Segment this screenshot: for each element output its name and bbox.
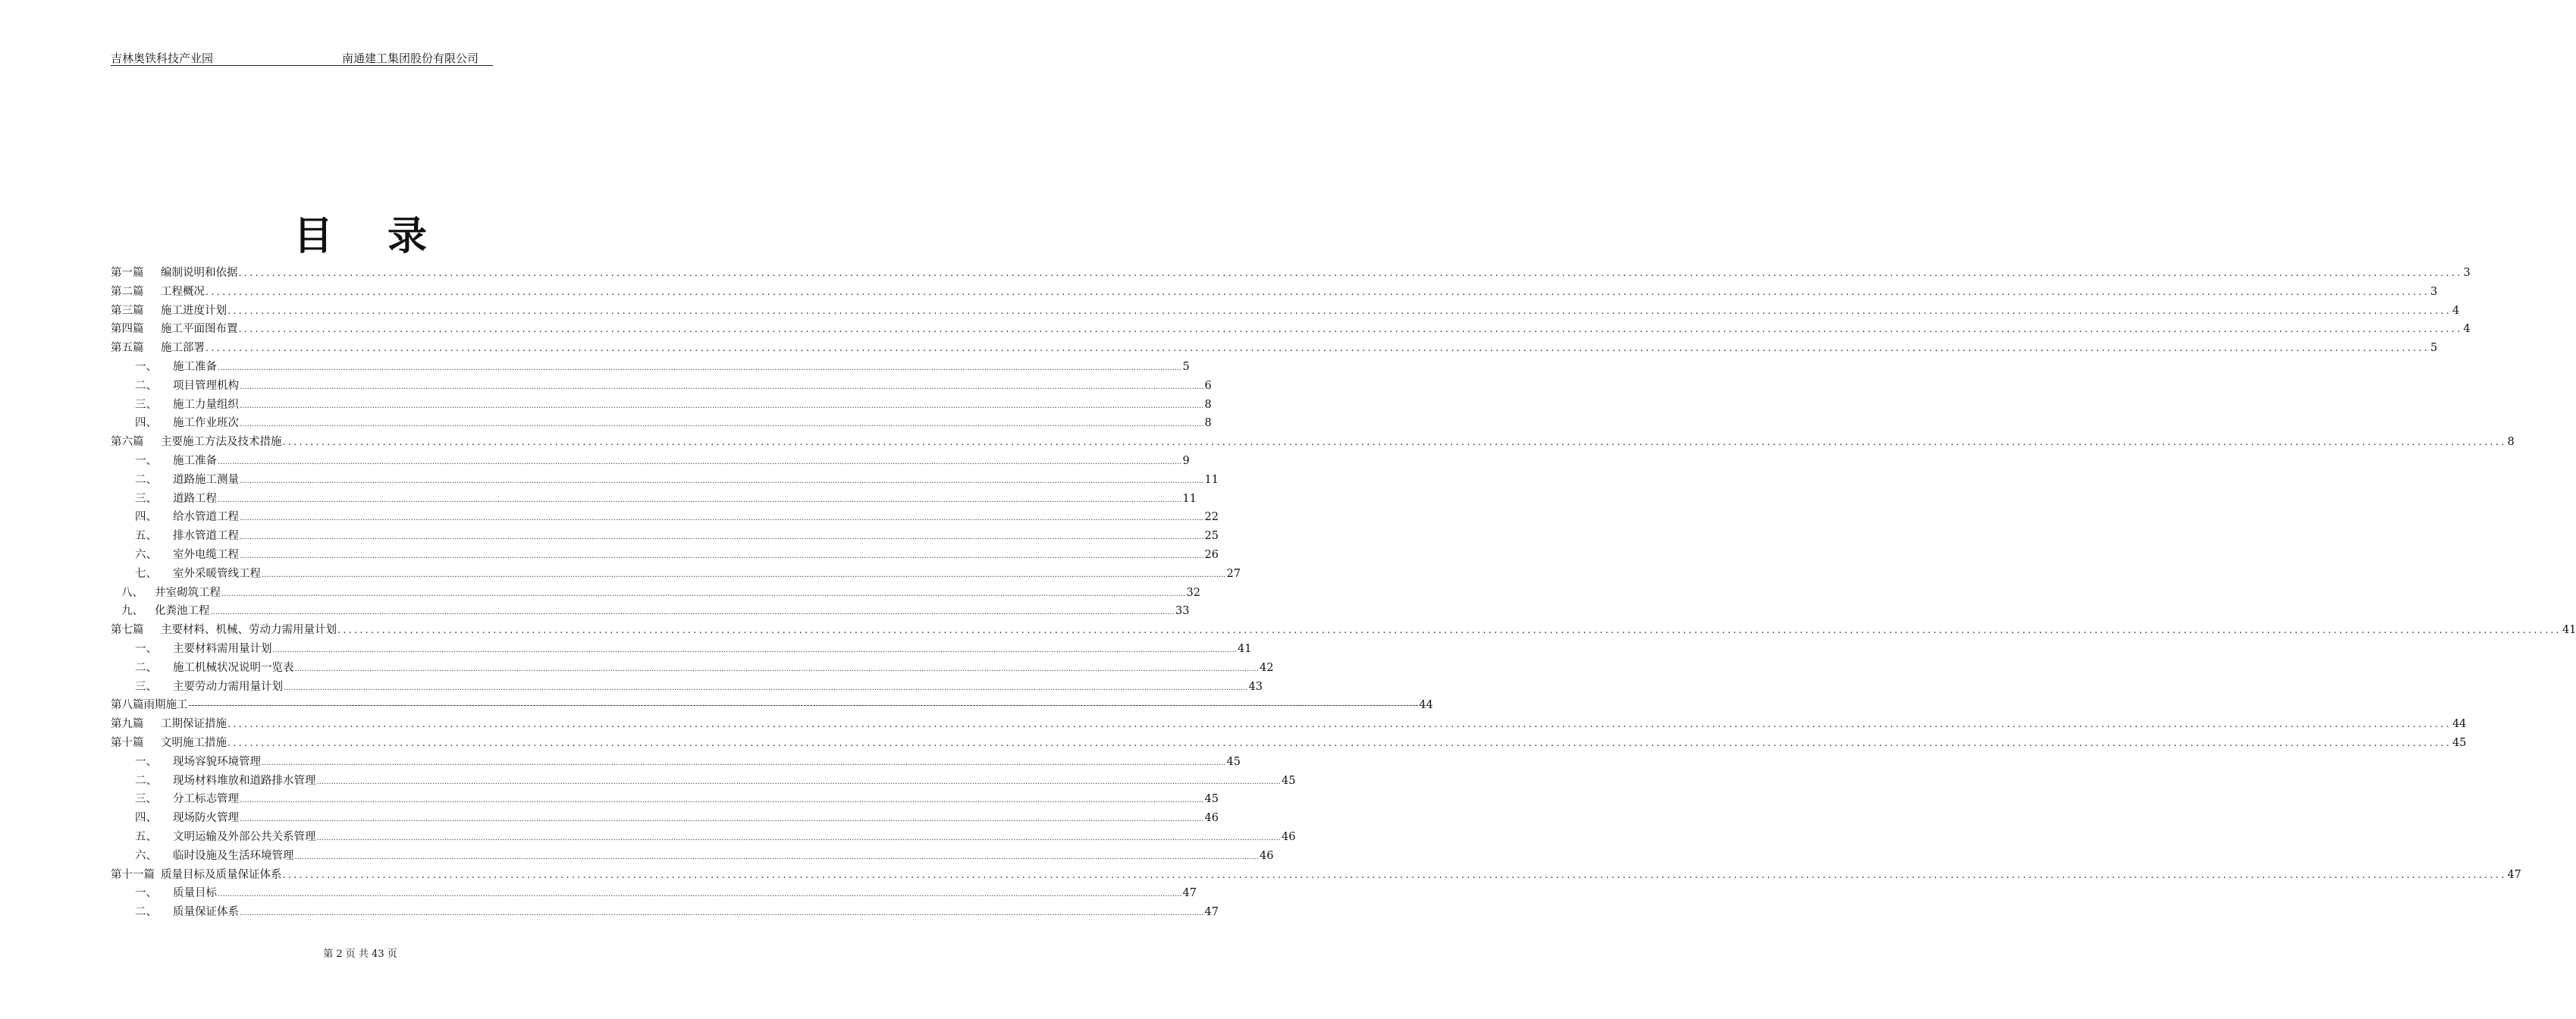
toc-entry-label: 质量保证体系 xyxy=(173,906,239,919)
toc-entry-page: 46 xyxy=(1204,812,1219,825)
toc-entry[interactable] xyxy=(111,809,1219,828)
toc-entry-label: 施工准备 xyxy=(173,454,217,467)
toc-entry-label: 施工力量组织 xyxy=(173,398,239,411)
toc-entry-label: 施工准备 xyxy=(173,360,217,373)
toc-entry-number: 四、 xyxy=(135,511,157,524)
toc-entry-label: 主要材料需用量计划 xyxy=(173,642,272,655)
toc-entry-number: 第九篇 xyxy=(111,718,144,731)
toc-entry-leader: ................................................................................................................................................................................................................................................................................................................................................................................................................ xyxy=(240,514,1204,523)
title-char-1: 目 xyxy=(293,214,333,259)
toc-entry-label: 质量目标 xyxy=(173,887,217,900)
toc-entry[interactable] xyxy=(111,490,1197,509)
toc-entry-leader: ................................................................................................................................................................................................................................................................................................................................................................................................................ xyxy=(240,476,1204,485)
page-footer: 第 2 页 共 43 页 xyxy=(323,948,397,960)
toc-entry[interactable] xyxy=(111,584,1200,603)
toc-entry-leader: ................................................................................................................................................................................................................................................................................................................................................................................................................ xyxy=(227,737,2452,749)
toc-entry[interactable] xyxy=(111,734,2467,753)
toc-entry-number: 二、 xyxy=(135,906,157,919)
toc-entry-page: 47 xyxy=(2507,868,2521,881)
toc-entry-number: 一、 xyxy=(135,887,157,900)
toc-entry-number: 第七篇 xyxy=(111,624,144,637)
toc-entry-leader: ................................................................................................................................................................................................................................................................................................................................................................................................................ xyxy=(284,683,1248,692)
toc-entry[interactable] xyxy=(111,264,2471,283)
toc-entry-label: 现场材料堆放和道路排水管理 xyxy=(173,774,316,787)
toc-entry-leader: ................................................................................................................................................................................................................................................................................................................................................................................................................ xyxy=(206,343,2430,355)
toc-entry-leader: ................................................................................................................................................................................................................................................................................................................................................................................................................ xyxy=(240,420,1204,429)
toc-entry-number: 第五篇 xyxy=(111,342,144,355)
toc-entry[interactable] xyxy=(111,320,2471,339)
toc-entry-leader: ................................................................................................................................................................................................................................................................................................................................................................................................................ xyxy=(210,608,1175,617)
toc-entry[interactable] xyxy=(111,772,1296,791)
toc-entry-page: 46 xyxy=(1281,830,1296,843)
toc-entry-label: 主要施工方法及技术措施 xyxy=(161,436,282,449)
toc-entry-page: 6 xyxy=(1204,379,1212,392)
toc-entry-label: 排水管道工程 xyxy=(173,530,239,543)
toc-entry[interactable] xyxy=(111,696,1433,715)
toc-entry-label: 道路工程 xyxy=(173,492,217,505)
toc-entry[interactable] xyxy=(111,678,1263,697)
toc-entry[interactable] xyxy=(111,847,1274,866)
toc-entry-number: 一、 xyxy=(135,755,157,768)
toc-entry-page: 11 xyxy=(1182,492,1197,505)
toc-entry-page: 9 xyxy=(1182,454,1190,467)
toc-entry[interactable] xyxy=(111,414,1212,433)
toc-entry[interactable] xyxy=(111,546,1219,565)
toc-entry-number: 一、 xyxy=(135,642,157,655)
toc-entry-leader: ................................................................................................................................................................................................................................................................................................................................................................................................................ xyxy=(227,305,2452,317)
toc-entry-page: 25 xyxy=(1204,530,1219,543)
toc-entry-page: 27 xyxy=(1226,567,1241,580)
toc-entry-leader: ................................................................................................................................................................................................................................................................................................................................................................................................................ xyxy=(227,719,2452,731)
toc-entry-label: 施工部署 xyxy=(161,342,205,355)
toc-entry-leader: ................................................................................................................................................................................................................................................................................................................................................................................................................ xyxy=(316,833,1281,842)
toc-entry[interactable] xyxy=(111,790,1219,809)
toc-entry-number: 三、 xyxy=(135,680,157,693)
toc-entry-leader: ................................................................................................................................................................................................................................................................................................................................................................................................................ xyxy=(238,324,2463,336)
toc-entry-leader: ................................................................................................................................................................................................................................................................................................................................................................................................................ xyxy=(240,551,1204,560)
toc-entry-number: 第八篇 xyxy=(111,699,144,712)
toc-entry-number: 二、 xyxy=(135,473,157,486)
toc-entry-page: 45 xyxy=(1204,793,1219,806)
toc-entry-label: 现场防火管理 xyxy=(173,812,239,825)
toc-entry[interactable] xyxy=(111,339,2438,358)
toc-entry-number: 第十篇 xyxy=(111,736,144,749)
toc-entry-page: 45 xyxy=(1281,774,1296,787)
toc-entry-page: 44 xyxy=(2452,718,2467,731)
toc-entry-page: 4 xyxy=(2452,304,2460,317)
toc-entry-number: 九、 xyxy=(121,605,143,618)
toc-entry-page: 41 xyxy=(1237,642,1252,655)
toc-entry[interactable] xyxy=(111,753,1241,772)
toc-entry-label: 文明运输及外部公共关系管理 xyxy=(173,830,316,843)
toc-entry-label: 主要材料、机械、劳动力需用量计划 xyxy=(161,624,337,637)
toc-entry-page: 5 xyxy=(1182,360,1190,373)
toc-entry-leader: ................................................................................................................................................................................................................................................................................................................................................................................................................ xyxy=(316,777,1281,786)
toc-entry-number: 四、 xyxy=(135,812,157,825)
toc-entry-page: 45 xyxy=(1226,755,1241,768)
toc-entry-number: 七、 xyxy=(135,567,157,580)
toc-entry-page: 45 xyxy=(2452,736,2467,749)
toc-entry-label: 临时设施及生活环境管理 xyxy=(173,849,294,862)
toc-entry-number: 五、 xyxy=(135,530,157,543)
toc-entry-leader: ---------------------------------------------------------------------------------------------------------------------------------------------------------------------------------------------------------------------------------------------------------------------------------------------------------------------------------------------------------------------------------------------------------------- xyxy=(188,700,1419,711)
toc-entry-number: 四、 xyxy=(135,417,157,430)
toc-entry-number: 八、 xyxy=(121,586,143,599)
toc-entry-label: 井室砌筑工程 xyxy=(155,586,221,599)
toc-entry-number: 三、 xyxy=(135,398,157,411)
toc-entry-leader: ................................................................................................................................................................................................................................................................................................................................................................................................................ xyxy=(240,382,1204,391)
header-right-text: 南通建工集团股份有限公司 xyxy=(342,52,479,65)
toc-entry-page: 11 xyxy=(1204,473,1219,486)
toc-entry-page: 46 xyxy=(1259,849,1274,862)
toc-entry[interactable] xyxy=(111,508,1219,527)
toc-entry[interactable] xyxy=(111,903,1219,922)
toc-entry-number: 第六篇 xyxy=(111,436,144,449)
toc-entry-page: 8 xyxy=(1204,398,1212,411)
toc-entry-leader: ................................................................................................................................................................................................................................................................................................................................................................................................................ xyxy=(282,437,2507,449)
toc-entry-number: 六、 xyxy=(135,548,157,561)
toc-entry[interactable] xyxy=(111,527,1219,546)
toc-entry-leader: ................................................................................................................................................................................................................................................................................................................................................................................................................ xyxy=(240,909,1204,918)
toc-entry[interactable] xyxy=(111,828,1296,847)
toc-entry-label: 道路施工测量 xyxy=(173,473,239,486)
toc-entry-leader: ................................................................................................................................................................................................................................................................................................................................................................................................................ xyxy=(294,852,1259,861)
toc-entry-number: 六、 xyxy=(135,849,157,862)
toc-entry[interactable] xyxy=(111,452,1190,471)
toc-entry-label: 编制说明和依据 xyxy=(161,267,238,279)
table-of-contents xyxy=(111,264,2576,922)
toc-entry[interactable] xyxy=(111,884,1197,903)
toc-entry-page: 44 xyxy=(1419,699,1433,712)
toc-entry-number: 二、 xyxy=(135,379,157,392)
toc-entry-leader: ................................................................................................................................................................................................................................................................................................................................................................................................................ xyxy=(262,570,1226,579)
page-title xyxy=(0,214,720,259)
toc-entry-label: 室外电缆工程 xyxy=(173,548,239,561)
toc-entry-number: 五、 xyxy=(135,830,157,843)
toc-entry-label: 现场容貌环境管理 xyxy=(173,755,261,768)
toc-entry-leader: ................................................................................................................................................................................................................................................................................................................................................................................................................ xyxy=(218,363,1182,372)
toc-entry-leader: ................................................................................................................................................................................................................................................................................................................................................................................................................ xyxy=(238,268,2463,279)
toc-entry-label: 给水管道工程 xyxy=(173,511,239,524)
toc-entry-label: 分工标志管理 xyxy=(173,793,239,806)
toc-entry-number: 第四篇 xyxy=(111,323,144,336)
toc-entry-number: 二、 xyxy=(135,774,157,787)
toc-entry[interactable] xyxy=(111,283,2438,302)
toc-entry[interactable] xyxy=(111,358,1190,377)
toc-entry-label: 文明施工措施 xyxy=(161,736,227,749)
toc-entry-leader: ................................................................................................................................................................................................................................................................................................................................................................................................................ xyxy=(337,625,2562,637)
toc-entry-leader: ................................................................................................................................................................................................................................................................................................................................................................................................................ xyxy=(240,796,1204,805)
toc-entry-leader: ................................................................................................................................................................................................................................................................................................................................................................................................................ xyxy=(218,890,1182,899)
toc-entry-leader: ................................................................................................................................................................................................................................................................................................................................................................................................................ xyxy=(272,645,1237,654)
toc-entry-page: 42 xyxy=(1259,661,1274,674)
header-left-text: 吉林奥铁科技产业园 xyxy=(111,52,214,65)
toc-entry[interactable] xyxy=(111,565,1241,584)
toc-entry-page: 47 xyxy=(1182,887,1197,900)
toc-entry-label: 工程概况 xyxy=(161,285,205,298)
toc-entry-label: 施工平面图布置 xyxy=(161,323,238,336)
toc-entry[interactable] xyxy=(111,715,2467,734)
toc-entry-page: 8 xyxy=(2507,436,2515,449)
toc-entry-page: 32 xyxy=(1186,586,1200,599)
toc-entry[interactable] xyxy=(111,659,1274,678)
page-header xyxy=(111,49,493,66)
toc-entry-label: 施工作业班次 xyxy=(173,417,239,430)
toc-entry-label: 化粪池工程 xyxy=(155,605,210,618)
toc-entry-number: 第一篇 xyxy=(111,267,144,279)
toc-entry-page: 33 xyxy=(1175,605,1190,618)
toc-entry-leader: ................................................................................................................................................................................................................................................................................................................................................................................................................ xyxy=(221,589,1186,598)
toc-entry-label: 施工机械状况说明一览表 xyxy=(173,661,294,674)
toc-entry-page: 8 xyxy=(1204,417,1212,430)
toc-entry-number: 三、 xyxy=(135,492,157,505)
toc-entry[interactable] xyxy=(111,471,1219,490)
toc-entry-label: 室外采暖管线工程 xyxy=(173,567,261,580)
toc-entry[interactable] xyxy=(111,433,2515,452)
toc-entry-page: 26 xyxy=(1204,548,1219,561)
toc-entry[interactable] xyxy=(111,377,1212,396)
toc-entry-leader: ................................................................................................................................................................................................................................................................................................................................................................................................................ xyxy=(240,815,1204,824)
toc-entry-leader: ................................................................................................................................................................................................................................................................................................................................................................................................................ xyxy=(240,533,1204,542)
toc-entry-leader: ................................................................................................................................................................................................................................................................................................................................................................................................................ xyxy=(218,495,1182,504)
toc-entry-number: 第三篇 xyxy=(111,304,144,317)
toc-entry-label: 工期保证措施 xyxy=(161,718,227,731)
toc-entry-number: 三、 xyxy=(135,793,157,806)
toc-entry-number: 一、 xyxy=(135,454,157,467)
toc-entry[interactable] xyxy=(111,621,2576,640)
toc-entry-leader: ................................................................................................................................................................................................................................................................................................................................................................................................................ xyxy=(294,664,1259,673)
toc-entry-page: 4 xyxy=(2463,323,2471,336)
toc-entry-page: 3 xyxy=(2463,267,2471,279)
toc-entry-page: 47 xyxy=(1204,906,1219,919)
toc-entry[interactable] xyxy=(111,640,1252,659)
toc-entry-page: 3 xyxy=(2430,285,2438,298)
toc-entry-label: 项目管理机构 xyxy=(173,379,239,392)
toc-entry-page: 43 xyxy=(1248,680,1263,693)
toc-entry-leader: ................................................................................................................................................................................................................................................................................................................................................................................................................ xyxy=(282,869,2507,881)
toc-entry-page: 22 xyxy=(1204,511,1219,524)
toc-entry-leader: ................................................................................................................................................................................................................................................................................................................................................................................................................ xyxy=(218,457,1182,466)
toc-entry-leader: ................................................................................................................................................................................................................................................................................................................................................................................................................ xyxy=(206,286,2430,298)
title-char-2: 录 xyxy=(387,214,428,259)
toc-entry-number: 第十一篇 xyxy=(111,868,155,881)
toc-entry-number: 第二篇 xyxy=(111,285,144,298)
toc-entry-label: 主要劳动力需用量计划 xyxy=(173,680,283,693)
toc-entry-label: 雨期施工 xyxy=(143,699,188,712)
toc-entry-number: 一、 xyxy=(135,360,157,373)
toc-entry-leader: ................................................................................................................................................................................................................................................................................................................................................................................................................ xyxy=(262,758,1226,767)
toc-entry[interactable] xyxy=(111,396,1212,415)
toc-entry[interactable] xyxy=(111,602,1190,621)
toc-entry[interactable] xyxy=(111,302,2460,321)
toc-entry-label: 质量目标及质量保证体系 xyxy=(161,868,282,881)
toc-entry-number: 二、 xyxy=(135,661,157,674)
toc-entry[interactable] xyxy=(111,866,2521,885)
toc-entry-page: 5 xyxy=(2430,342,2438,355)
toc-entry-label: 施工进度计划 xyxy=(161,304,227,317)
toc-entry-leader: ................................................................................................................................................................................................................................................................................................................................................................................................................ xyxy=(240,401,1204,410)
toc-entry-page: 41 xyxy=(2562,624,2576,637)
